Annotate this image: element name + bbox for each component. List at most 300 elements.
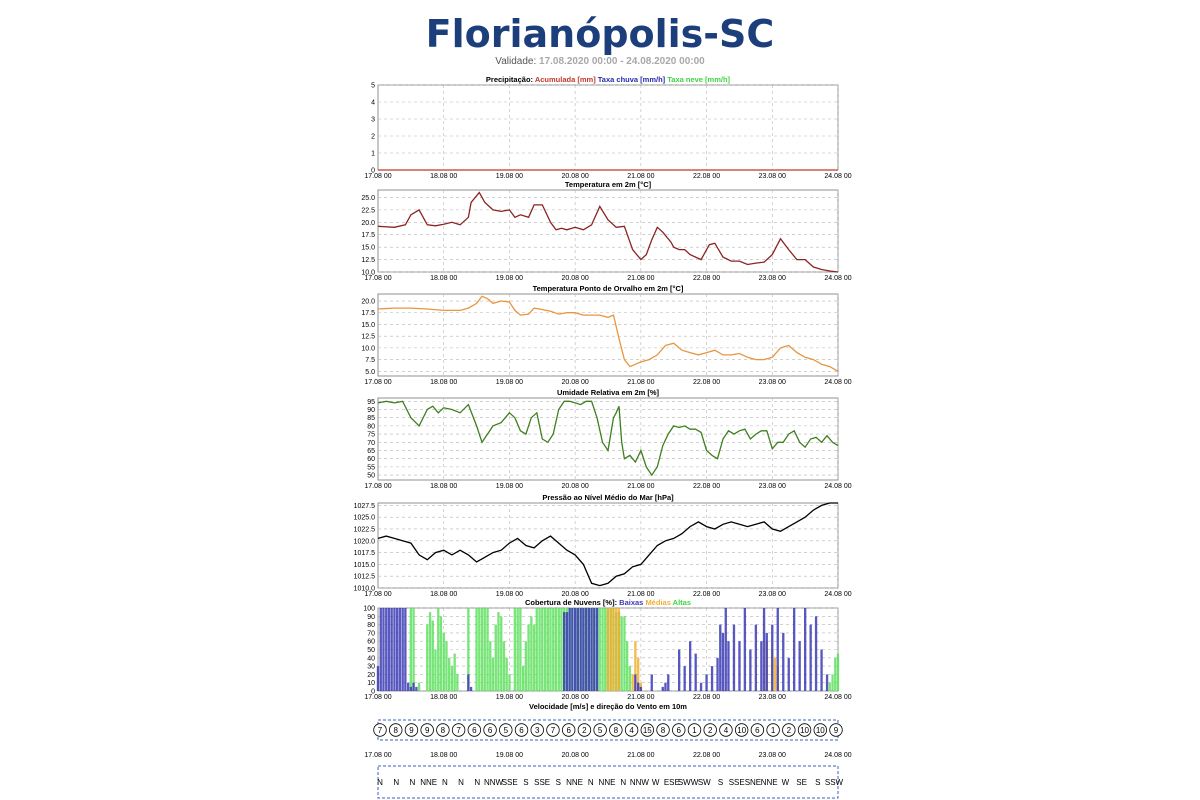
wind-speed-value: 6: [472, 726, 477, 735]
clouds-bar-baixas: [571, 608, 573, 691]
temp-ytick-label: 10.0: [361, 269, 375, 277]
clouds-bar-baixas: [380, 608, 382, 691]
clouds-bar-baixas: [407, 683, 409, 691]
clouds-bar-baixas: [760, 641, 762, 691]
rh-xtick-label: 21.08 00: [627, 483, 655, 490]
dew-xtick-label: 18.08 00: [430, 379, 458, 386]
clouds-ytick-label: 0: [371, 688, 375, 696]
precip-plot-area: [378, 85, 838, 170]
clouds-bar-baixas: [399, 608, 401, 691]
dew-ytick-label: 20.0: [361, 298, 375, 306]
pressure-ytick-label: 1020.0: [353, 538, 375, 546]
clouds-bar-baixas: [738, 641, 740, 691]
dew-ytick-label: 10.0: [361, 345, 375, 353]
clouds-bar-altas: [530, 616, 532, 691]
clouds-bar-baixas: [566, 612, 568, 691]
clouds-bar-baixas: [385, 608, 387, 691]
clouds-bar-altas: [500, 616, 502, 691]
clouds-bar-baixas: [678, 650, 680, 692]
clouds-title-part-2: Médias: [645, 598, 673, 607]
wind-speed-value: 6: [676, 726, 681, 735]
clouds-xtick-label: 21.08 00: [627, 694, 655, 701]
pressure-ytick-label: 1025.0: [353, 514, 375, 522]
clouds-ytick-label: 80: [367, 622, 375, 630]
wind-speed-value: 5: [597, 726, 603, 735]
temp-xtick-label: 22.08 00: [692, 275, 721, 282]
clouds-title-part-0: Cobertura de Nuvens [%]:: [524, 598, 620, 607]
wind-direction-label: NNE: [760, 778, 778, 787]
rh-xtick-label: 23.08 00: [758, 483, 786, 490]
wind-direction-label: S: [555, 778, 562, 787]
clouds-bar-altas: [484, 608, 486, 691]
clouds-bar-baixas: [684, 666, 686, 691]
wind-speed-value: 10: [737, 726, 747, 735]
clouds-bar-baixas: [771, 625, 773, 691]
clouds-bar-altas: [623, 616, 625, 691]
clouds-bar-altas: [451, 666, 453, 691]
pressure-xtick-label: 18.08 00: [430, 591, 458, 598]
wind-xtick-label: 19.08 00: [495, 752, 524, 759]
clouds-bar-altas: [492, 658, 494, 691]
temp-panel: [361, 190, 851, 282]
clouds-bar-altas: [519, 608, 521, 691]
wind-xtick-label: 20.08 00: [561, 752, 589, 759]
wind-speed-value: 3: [535, 726, 540, 735]
clouds-bar-baixas: [695, 654, 697, 691]
clouds-bar-baixas: [596, 608, 598, 691]
clouds-bar-baixas: [733, 625, 735, 691]
wind-speed-value: 2: [707, 726, 713, 735]
clouds-bar-altas: [549, 608, 551, 691]
clouds-bar-altas: [503, 641, 505, 691]
clouds-title-part-1: Baixas: [619, 598, 646, 607]
clouds-bar-altas: [508, 674, 510, 691]
clouds-bar-altas: [538, 608, 540, 691]
clouds-bar-baixas: [580, 608, 582, 691]
clouds-bar-baixas: [664, 683, 666, 691]
clouds-bar-baixas: [640, 687, 642, 691]
wind-xtick-label: 23.08 00: [758, 752, 786, 759]
clouds-bar-altas: [558, 608, 560, 691]
wind-direction-label: SSW: [824, 778, 844, 787]
clouds-bar-médias: [612, 608, 614, 691]
rh-xtick-label: 20.08 00: [561, 483, 589, 490]
rh-xtick-label: 22.08 00: [692, 483, 721, 490]
wind-xtick-label: 17.08 00: [364, 752, 392, 759]
clouds-bar-altas: [541, 608, 543, 691]
dew-ytick-label: 15.0: [361, 321, 375, 329]
wind-speed-value: 2: [786, 726, 792, 735]
pressure-ytick-label: 1022.5: [353, 526, 375, 534]
precip-title-part-3: Taxa neve [mm/h]: [667, 75, 731, 84]
pressure-xtick-label: 19.08 00: [495, 591, 524, 598]
pressure-xtick-label: 17.08 00: [364, 591, 392, 598]
wind-speed-value: 8: [393, 726, 398, 735]
precip-xtick-label: 24.08 00: [824, 173, 852, 180]
precip-xtick-label: 18.08 00: [430, 173, 458, 180]
clouds-bar-médias: [615, 608, 617, 691]
clouds-xtick-label: 22.08 00: [692, 694, 721, 701]
wind-title: [529, 702, 687, 711]
dew-xtick-label: 20.08 00: [561, 379, 589, 386]
validity-label: Validade:: [495, 56, 537, 67]
clouds-bar-baixas: [782, 633, 784, 691]
clouds-bar-baixas: [777, 608, 779, 691]
wind-direction-label: S: [523, 778, 529, 787]
dew-ytick-label: 5.0: [365, 368, 375, 376]
clouds-bar-altas: [418, 683, 420, 691]
wind-speed-value: 8: [613, 726, 619, 735]
pressure-xtick-label: 23.08 00: [758, 591, 786, 598]
clouds-bar-baixas: [637, 683, 639, 691]
clouds-bar-médias: [607, 608, 609, 691]
clouds-bar-altas: [478, 608, 480, 691]
clouds-bar-baixas: [716, 658, 718, 691]
clouds-bar-altas: [489, 641, 491, 691]
clouds-bar-altas: [426, 625, 428, 691]
clouds-bar-baixas: [766, 633, 768, 691]
dew-title-part-0: Temperatura Ponto de Orvalho em 2m [°C]: [532, 284, 684, 293]
wind-speed-value: 1: [692, 726, 697, 735]
clouds-bar-baixas: [815, 616, 817, 691]
wind-direction-label: N: [458, 778, 464, 787]
wind-direction-label: NNE: [420, 778, 438, 787]
clouds-bar-altas: [522, 666, 524, 691]
rh-ytick-label: 60: [367, 456, 375, 464]
clouds-xtick-label: 18.08 00: [430, 694, 458, 701]
clouds-bar-altas: [599, 608, 601, 691]
rh-ytick-label: 65: [367, 447, 375, 455]
wind-direction-label: SNE: [744, 778, 762, 787]
clouds-bar-baixas: [382, 608, 384, 691]
wind-direction-label: N: [587, 778, 594, 787]
dew-ytick-label: 7.5: [365, 357, 375, 365]
temp-title: [565, 180, 652, 189]
clouds-bar-altas: [456, 674, 458, 691]
temp-title-part-0: Temperatura em 2m [°C]: [564, 180, 652, 189]
clouds-bar-baixas: [810, 625, 812, 691]
wind-xtick-label: 21.08 00: [627, 752, 655, 759]
clouds-bar-baixas: [719, 625, 721, 691]
clouds-bar-baixas: [793, 608, 795, 691]
clouds-bar-baixas: [689, 641, 691, 691]
clouds-ytick-label: 10: [367, 680, 375, 688]
clouds-bar-baixas: [404, 608, 406, 691]
wind-direction-label: N: [393, 778, 400, 787]
clouds-bar-baixas: [388, 608, 390, 691]
clouds-bar-baixas: [725, 608, 727, 691]
wind-speed-value: 8: [660, 726, 666, 735]
wind-direction-label: ESE: [663, 778, 680, 787]
clouds-bar-baixas: [412, 683, 414, 691]
wind-direction-label: N: [377, 778, 383, 787]
clouds-bar-baixas: [651, 674, 653, 691]
temp-ytick-label: 12.5: [361, 257, 375, 265]
clouds-bar-altas: [495, 625, 497, 691]
wind-title-part-0: Velocidade [m/s] e direção do Vento em 10m: [529, 702, 687, 711]
precip-ytick-label: 1: [371, 150, 375, 158]
temp-ytick-label: 15.0: [361, 244, 375, 252]
pressure-ytick-label: 1012.5: [353, 573, 375, 581]
wind-direction-label: N: [441, 778, 448, 787]
dew-xtick-label: 19.08 00: [495, 379, 524, 386]
clouds-bar-baixas: [593, 608, 595, 691]
precip-ytick-label: 5: [371, 82, 375, 90]
pressure-xtick-label: 21.08 00: [627, 591, 655, 598]
precip-xtick-label: 23.08 00: [758, 173, 786, 180]
clouds-ytick-label: 50: [367, 647, 375, 654]
temp-xtick-label: 20.08 00: [561, 275, 589, 282]
clouds-bar-médias: [618, 608, 620, 691]
clouds-bar-altas: [448, 658, 450, 691]
clouds-bar-baixas: [377, 666, 379, 691]
clouds-panel: [363, 606, 851, 702]
pressure-xtick-label: 20.08 00: [561, 591, 589, 598]
clouds-bar-baixas: [634, 674, 636, 691]
wind-direction-label: N: [474, 778, 481, 787]
wind-direction-label: S: [717, 778, 724, 787]
clouds-title: [525, 598, 691, 607]
pressure-plot-area: [378, 503, 838, 588]
rh-ytick-label: 95: [367, 398, 375, 406]
wind-speed-value: 2: [582, 726, 587, 735]
temp-xtick-label: 21.08 00: [627, 275, 655, 282]
clouds-ytick-label: 30: [367, 663, 375, 671]
rh-ytick-label: 90: [367, 406, 375, 414]
clouds-bar-baixas: [700, 683, 702, 691]
clouds-bar-baixas: [574, 608, 576, 691]
wind-speed-value: 8: [440, 726, 446, 735]
pressure-ytick-label: 1017.5: [353, 550, 375, 558]
pressure-xtick-label: 22.08 00: [692, 591, 721, 598]
temp-xtick-label: 19.08 00: [495, 275, 524, 282]
clouds-bar-altas: [552, 608, 554, 691]
clouds-bar-altas: [525, 641, 527, 691]
clouds-ytick-label: 90: [367, 613, 375, 621]
wind-direction-label: NNW: [629, 778, 649, 787]
rh-xtick-label: 17.08 00: [364, 483, 392, 490]
wind-xtick-label: 18.08 00: [430, 752, 458, 759]
clouds-bar-altas: [497, 612, 499, 691]
clouds-bar-baixas: [393, 608, 395, 691]
temp-ytick-label: 20.0: [361, 219, 375, 227]
wind-speed-value: 6: [519, 726, 524, 735]
clouds-bar-altas: [834, 658, 836, 691]
wind-direction-label: S: [815, 778, 821, 787]
clouds-bar-baixas: [470, 687, 472, 691]
clouds-bar-baixas: [582, 608, 584, 691]
wind-speed-value: 10: [815, 726, 825, 735]
clouds-bar-baixas: [410, 687, 412, 691]
wind-xtick-label: 22.08 00: [692, 752, 721, 759]
clouds-xtick-label: 24.08 00: [824, 694, 852, 701]
clouds-bar-altas: [445, 641, 447, 691]
clouds-bar-altas: [547, 608, 549, 691]
wind-speed-value: 6: [755, 726, 760, 735]
clouds-bar-altas: [486, 608, 488, 691]
wind-direction-label: W: [651, 778, 660, 787]
wind-speed-value: 7: [456, 726, 461, 735]
clouds-bar-altas: [533, 625, 535, 691]
precip-title: [486, 75, 731, 84]
clouds-bar-altas: [437, 608, 439, 691]
clouds-bar-baixas: [763, 608, 765, 691]
clouds-xtick-label: 20.08 00: [561, 694, 589, 701]
clouds-bar-baixas: [563, 612, 565, 691]
dew-panel: [361, 294, 851, 386]
wind-speed-value: 4: [629, 726, 634, 735]
temp-ytick-label: 17.5: [361, 232, 375, 240]
clouds-bar-baixas: [820, 650, 822, 692]
clouds-ytick-label: 100: [363, 605, 375, 613]
clouds-ytick-label: 70: [367, 630, 375, 638]
clouds-bar-altas: [626, 641, 628, 691]
rh-ytick-label: 70: [367, 439, 375, 447]
rh-ytick-label: 80: [367, 423, 375, 431]
dew-xtick-label: 21.08 00: [627, 379, 655, 386]
wind-panel: [364, 720, 851, 798]
wind-direction-label: SSE: [534, 778, 551, 787]
dew-xtick-label: 22.08 00: [692, 379, 721, 386]
clouds-bar-baixas: [826, 674, 828, 691]
clouds-xtick-label: 19.08 00: [495, 694, 524, 701]
clouds-bar-baixas: [705, 674, 707, 691]
wind-speed-value: 10: [800, 726, 810, 735]
precip-title-part-1: Acumulada [mm]: [534, 75, 598, 84]
clouds-bar-altas: [412, 608, 414, 691]
clouds-ytick-label: 60: [367, 638, 375, 646]
clouds-bar-altas: [410, 608, 412, 691]
clouds-bar-baixas: [788, 658, 790, 691]
clouds-ytick-label: 40: [367, 655, 375, 663]
precip-ytick-label: 4: [371, 99, 375, 107]
pressure-title: [542, 493, 674, 502]
pressure-panel: [354, 503, 852, 598]
clouds-bar-altas: [544, 608, 546, 691]
rh-xtick-label: 19.08 00: [495, 483, 524, 490]
clouds-title-part-3: Altas: [672, 598, 692, 607]
clouds-bar-altas: [527, 625, 529, 691]
dew-xtick-label: 24.08 00: [824, 379, 852, 386]
wind-direction-label: SSE: [501, 778, 518, 787]
precip-xtick-label: 20.08 00: [561, 173, 589, 180]
wind-direction-label: W: [781, 778, 790, 787]
clouds-bar-altas: [517, 608, 519, 691]
temp-ytick-label: 25.0: [361, 194, 375, 202]
temp-xtick-label: 23.08 00: [758, 275, 786, 282]
wind-direction-label: SSE: [728, 778, 745, 787]
wind-speed-value: 15: [642, 726, 652, 735]
clouds-bar-altas: [831, 674, 833, 691]
clouds-bar-baixas: [804, 608, 806, 691]
precip-xtick-label: 21.08 00: [627, 173, 655, 180]
clouds-bar-baixas: [569, 608, 571, 691]
wind-direction-label: NNW: [483, 778, 504, 787]
wind-direction-label: N: [620, 778, 627, 787]
wind-direction-label: SW: [697, 778, 711, 787]
wind-speed-value: 4: [723, 726, 729, 735]
wind-direction-label: SWW: [677, 778, 699, 787]
pressure-xtick-label: 24.08 00: [824, 591, 852, 598]
clouds-bar-altas: [829, 683, 831, 691]
clouds-bar-baixas: [577, 608, 579, 691]
wind-speed-value: 7: [377, 726, 383, 735]
clouds-bar-baixas: [749, 650, 751, 692]
temp-xtick-label: 17.08 00: [364, 275, 392, 282]
dew-xtick-label: 17.08 00: [364, 379, 392, 386]
clouds-bar-altas: [629, 666, 631, 691]
clouds-bar-altas: [481, 608, 483, 691]
temp-xtick-label: 24.08 00: [824, 275, 852, 282]
clouds-bar-baixas: [711, 666, 713, 691]
clouds-bar-altas: [443, 633, 445, 691]
wind-direction-label: SE: [796, 778, 807, 787]
precip-title-part-0: Precipitação:: [485, 75, 535, 84]
wind-speed-value: 9: [409, 726, 414, 735]
clouds-bar-baixas: [396, 608, 398, 691]
wind-speed-value: 9: [833, 726, 839, 735]
wind-speed-value: 7: [550, 726, 556, 735]
clouds-bar-altas: [432, 621, 434, 692]
dew-title: [533, 284, 684, 293]
wind-direction-label: NNE: [566, 778, 584, 787]
wind-speed-value: 1: [770, 726, 776, 735]
clouds-bar-altas: [514, 608, 516, 691]
precip-xtick-label: 22.08 00: [692, 173, 721, 180]
clouds-bar-baixas: [799, 641, 801, 691]
clouds-bar-altas: [601, 608, 603, 691]
clouds-bar-altas: [536, 608, 538, 691]
rh-xtick-label: 18.08 00: [430, 483, 458, 490]
wind-speed-value: 9: [424, 726, 430, 735]
clouds-bar-altas: [440, 616, 442, 691]
clouds-bar-altas: [621, 616, 623, 691]
page-title: Florianópolis-SC: [425, 12, 775, 56]
clouds-xtick-label: 17.08 00: [364, 694, 392, 701]
clouds-bar-baixas: [744, 608, 746, 691]
wind-speed-value: 5: [503, 726, 509, 735]
pressure-title-part-0: Pressão ao Nível Médio do Mar [hPa]: [542, 493, 674, 502]
clouds-bar-baixas: [727, 641, 729, 691]
clouds-bar-baixas: [667, 674, 669, 691]
validity-value: 17.08.2020 00:00 - 24.08.2020 00:00: [539, 56, 705, 67]
clouds-bar-altas: [555, 608, 557, 691]
dew-plot-area: [378, 294, 838, 376]
rh-ytick-label: 85: [367, 415, 375, 423]
temp-xtick-label: 18.08 00: [430, 275, 458, 282]
rh-ytick-label: 55: [367, 464, 375, 472]
clouds-bar-médias: [632, 674, 634, 691]
precip-panel: [364, 83, 851, 181]
clouds-ytick-label: 20: [367, 671, 375, 679]
clouds-bar-baixas: [391, 608, 393, 691]
clouds-bar-altas: [506, 658, 508, 691]
rh-title: [557, 388, 660, 397]
temp-ytick-label: 22.5: [361, 207, 375, 215]
clouds-bar-baixas: [662, 687, 664, 691]
pressure-ytick-label: 1015.0: [353, 561, 375, 569]
clouds-bar-baixas: [722, 633, 724, 691]
wind-xtick-label: 24.08 00: [824, 752, 852, 759]
dew-xtick-label: 23.08 00: [758, 379, 786, 386]
wind-direction-label: NNE: [598, 778, 616, 787]
clouds-bar-altas: [475, 608, 477, 691]
wind-speed-value: 6: [487, 726, 493, 735]
clouds-bar-baixas: [415, 687, 417, 691]
rh-xtick-label: 24.08 00: [824, 483, 852, 490]
clouds-bar-baixas: [585, 608, 587, 691]
precip-xtick-label: 19.08 00: [495, 173, 524, 180]
